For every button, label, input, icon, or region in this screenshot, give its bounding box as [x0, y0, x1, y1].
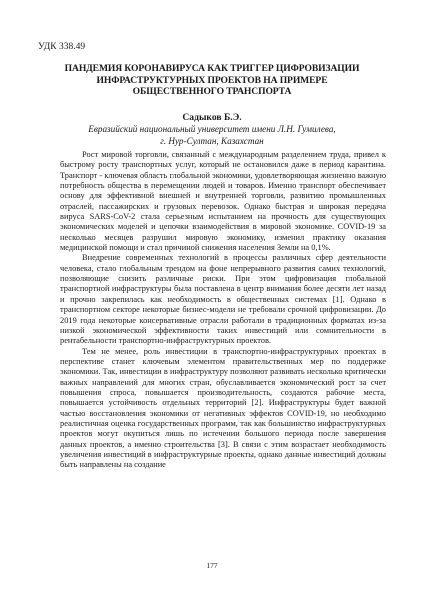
- paragraph-1: Рост мировой торговли, связанный с международным разделением труда, привел к быстрому росту транспортных услуг, который не остановился даже в период карантина. Транспорт - ключевая область глобальной экономики, удовлетворяющая жизненно важную потребность общества в перемещении людей и товаров. Именно транспорт обеспечивает основу для эффективной внешней и внутренней торговли, развитию промышленных отраслей, пассажирских и грузовых перевозок. Однако быстрая и широкая передача вируса SARS-CoV-2 стала серьезным испытанием на прочность для существующих экономических моделей и цепочки взаимодействия в мировой экономике. COVID-19 за несколько месяцев разрушил мировую экономику, изменил практику оказания медицинской помощи и стал причиной снижения населения Земли на 0,1%.: [60, 150, 386, 253]
- affiliation-line-1: Евразийский национальный университет имени Л.Н. Гумилева,: [88, 124, 336, 134]
- author-affiliation: [40, 124, 384, 147]
- udk-code: УДК 338.49: [38, 42, 86, 52]
- author-name: Садыков Б.Э.: [182, 112, 242, 123]
- paragraph-3: Тем не менее, роль инвестиции в транспортно-инфраструктурных проектах в перспективе станет ключевым элементом правительственных мер по поддержке экономики. Так, инвестиции в инфраструктуру позволяют развивать несколько критически важных направлений для многих стран, обуславливается экономический рост за счет повышения спроса, повышается производительность, создаются рабочие места, повышается устойчивость отдельных территорий [2]. Инфраструктуры будет важной частью восстановления экономики от негативных эффектов COVID-19, но необходимо реалистичная оценка государственных программ, так как большинство инфраструктурных проектов могут окупиться лишь по истечении большого периода после завершения данных проектов, а именно строительства [3]. В связи с этим возрастает необходимость увеличения инвестиций в инфраструктурные проекты, однако данные инвестиций должны быть направлены на создание: [60, 346, 386, 470]
- paragraph-2: Внедрение современных технологий в процессы различных сфер деятельности человека, стало глобальным трендом на фоне непрерывного развития самих технологий, позволяющие снизить различные риски. При этом цифровизация глобальной транспортной инфраструктуры была поставлена в центр внимания более десяти лет назад и прочно закрепилась как необходимость в общественных системах [1]. Однако в транспортном секторе некоторые бизнес-модели не требовали срочной цифровизации. До 2019 года некоторые консервативные отрасли работали в традиционных форматах из-за низкой экономической эффективности таких инвестиций или сомнительности в рентабельности транспортно-инфраструктурных проектов.: [60, 253, 386, 346]
- page-number: 177: [206, 561, 218, 570]
- article-title: ПАНДЕМИЯ КОРОНАВИРУСА КАК ТРИГГЕР ЦИФРОВИЗАЦИИ ИНФРАСТРУКТУРНЫХ ПРОЕКТОВ НА ПРИМЕРЕ ОБЩЕСТВЕННОГО ТРАНСПОРТА: [64, 63, 360, 97]
- article-body: [60, 150, 386, 471]
- affiliation-line-2: г. Нур-Султан, Казахстан: [160, 135, 264, 146]
